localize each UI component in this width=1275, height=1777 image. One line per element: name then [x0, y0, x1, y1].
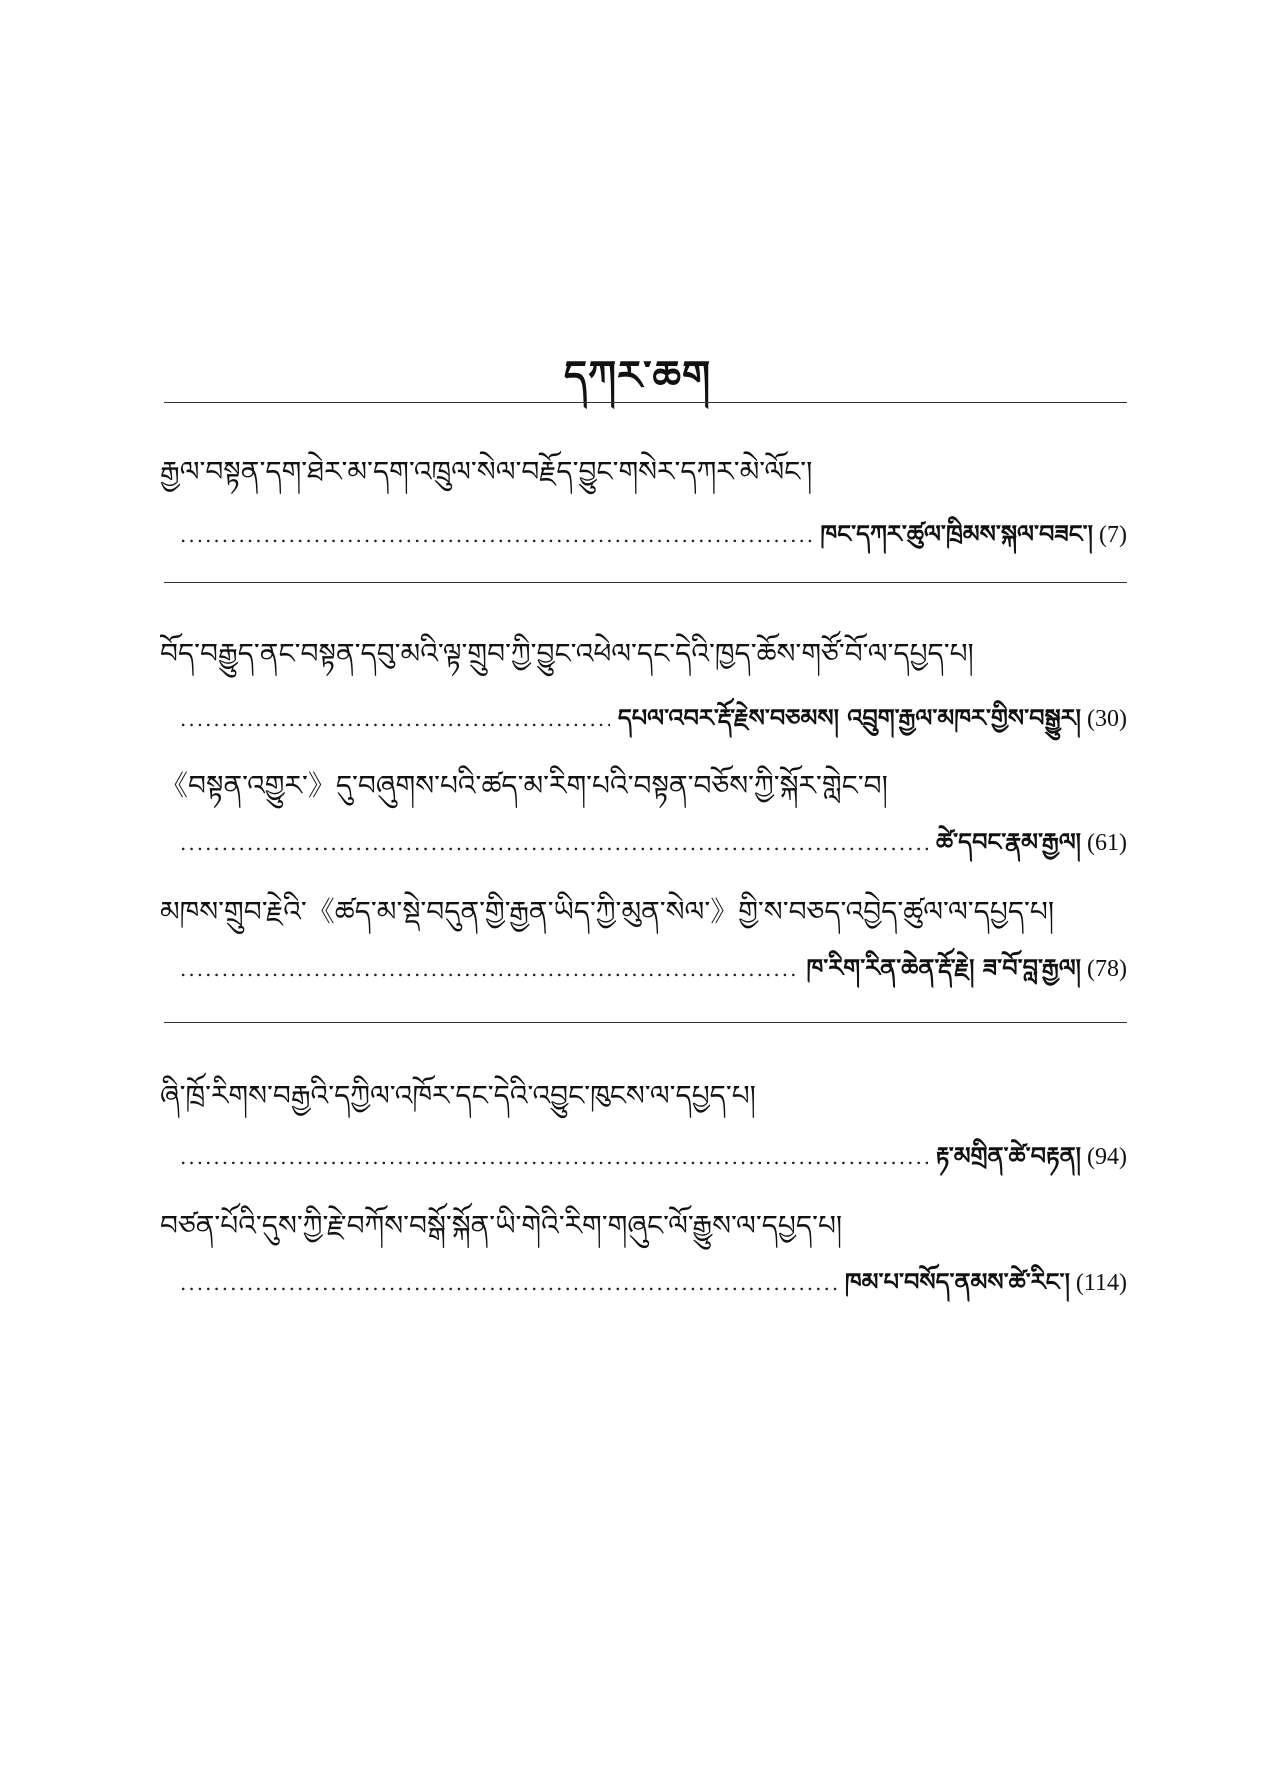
toc-entry-page[interactable]: (114)	[1075, 1270, 1127, 1296]
dot-leader	[180, 707, 610, 731]
toc-entry-page[interactable]: (94)	[1087, 1144, 1127, 1170]
toc-entry-title[interactable]: མཁས་གྲུབ་རྗེའི་《ཚད་མ་སྡེ་བདུན་གྱི་རྒྱན་ཡིད་ཀྱི་མུན་སེལ་》གྱི་ས་བཅད་འབྱེད་ཚུལ་ལ་དཔྱད་པ།	[160, 895, 1055, 928]
toc-entry-page[interactable]: (61)	[1087, 830, 1127, 856]
toc-entry-title[interactable]: བོད་བརྒྱུད་ནང་བསྟན་དབུ་མའི་ལྟ་གྲུབ་ཀྱི་བྱུང་འཕེལ་དང་དེའི་ཁྱད་ཆོས་གཙོ་བོ་ལ་དཔྱད་པ།	[160, 637, 974, 670]
dot-leader	[180, 1271, 837, 1295]
toc-entry-line	[180, 508, 1127, 575]
toc-entry-author: ཁམ་པ་བསོད་ནམས་ཚེ་རིང་།	[844, 1267, 1070, 1296]
toc-entry-author: དཔལ་འབར་རྡོ་རྗེས་བཅམས། འབྲུག་རྒྱལ་མཁར་གྱིས་བསྒྱུར།	[617, 703, 1082, 732]
toc-entry-line	[180, 1256, 1127, 1323]
toc-entry-author: ཚེ་དབང་རྣམ་རྒྱལ།	[936, 827, 1082, 856]
dot-leader	[180, 957, 799, 981]
toc-entry-line	[180, 692, 1127, 759]
toc-entry-line	[180, 816, 1127, 883]
page-title: དཀར་ཆག	[563, 352, 712, 399]
toc-entry-page[interactable]: (78)	[1087, 956, 1127, 982]
toc-entry-author: རྟ་མགྲིན་ཚེ་བརྟན།	[935, 1141, 1082, 1170]
dot-leader	[180, 523, 812, 547]
toc-entry-title[interactable]: བཙན་པོའི་དུས་ཀྱི་རྗེ་བཀོས་བསྒོ་སྐོན་ཡི་གེའི་རིག་གཞུང་ལོ་རྒྱུས་ལ་དཔྱད་པ།	[160, 1209, 843, 1242]
section-divider	[164, 1022, 1127, 1023]
toc-entry-page[interactable]: (7)	[1099, 522, 1127, 548]
dot-leader	[180, 831, 928, 855]
toc-entry-author: ཁང་དཀར་ཚུལ་ཁྲིམས་སྐལ་བཟང་།	[820, 519, 1094, 548]
toc-entry-line	[180, 942, 1127, 1009]
toc-entry-line	[180, 1130, 1127, 1197]
section-divider	[164, 582, 1127, 583]
dot-leader	[180, 1145, 928, 1169]
section-divider	[164, 402, 1127, 403]
toc-entry-title[interactable]: ཞི་ཁྲོ་རིགས་བརྒྱའི་དཀྱིལ་འཁོར་དང་དེའི་འབྱུང་ཁུངས་ལ་དཔྱད་པ།	[160, 1079, 756, 1112]
toc-entry-page[interactable]: (30)	[1087, 706, 1127, 732]
toc-entry-title[interactable]: 《བསྟན་འགྱུར་》དུ་བཞུགས་པའི་ཚད་མ་རིག་པའི་བསྟན་བཅོས་ཀྱི་སྐོར་གླེང་བ།	[160, 769, 888, 802]
toc-entry-title[interactable]: རྒྱལ་བསྟན་དག་ཐེར་མ་དག་འཁྲུལ་སེལ་བརྗོད་བྱུང་གསེར་དཀར་མེ་ལོང་།	[160, 455, 813, 488]
toc-entry-author: ཁ་རིག་རིན་ཆེན་རྡོ་རྗེ། ཟ་བོ་བླ་རྒྱལ།	[806, 953, 1082, 982]
